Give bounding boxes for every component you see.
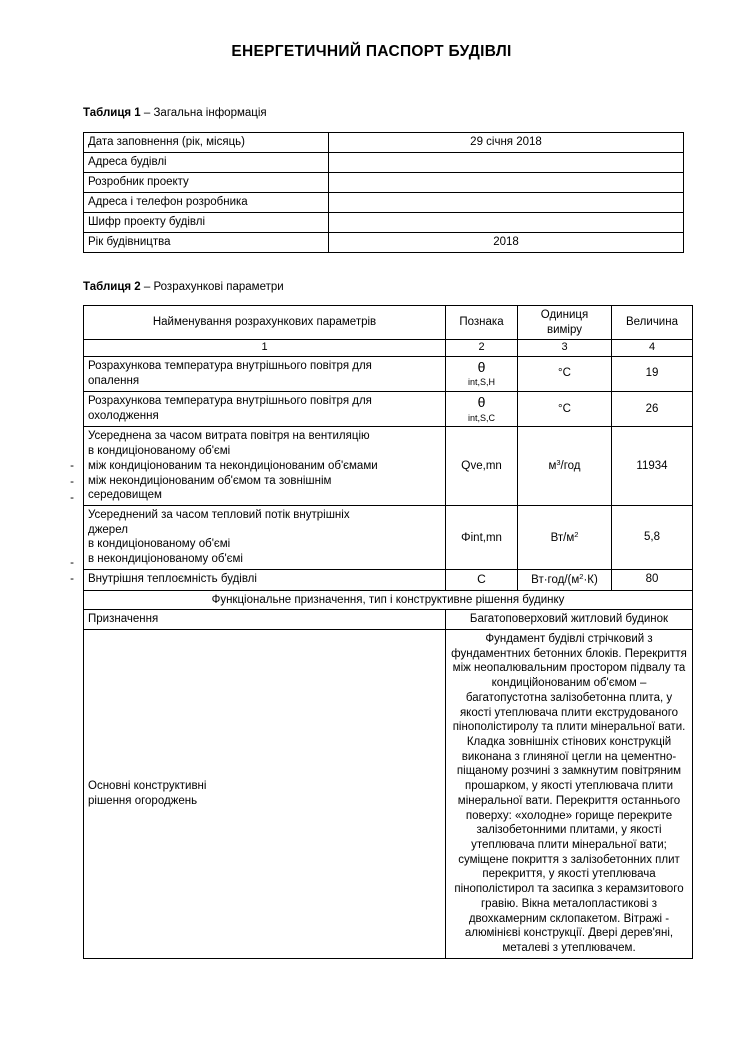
table1-label: Адреса і телефон розробника [84,193,329,213]
table1-caption [0,107,743,119]
parameter-unit: °C [518,391,612,426]
calculation-parameters-table [83,305,693,959]
table-row [84,193,684,213]
page-title: ЕНЕРГЕТИЧНИЙ ПАСПОРТ БУДІВЛІ [231,43,512,60]
column-header-unit-line1: Одиниця [540,309,589,321]
table-row [84,427,693,506]
parameter-symbol [446,569,518,590]
dash-marker: - [70,476,74,488]
construction-description: Фундамент будівлі стрічковий з фундаментних бетонних блоків. Перекриття між неопалювальним простором підвалу та кондиційонованим об'ємом – багатопустотна залізобетонна плита, у якості утеплювача плити екструдованого пінополістиролу та плити мінеральної вати. Кладка зовнішніх стінових конструкцій виконана з глиняної цегли на цементно-піщаному розчині з замкнутим повітряним прошарком, у якості утеплювача плити мінеральної вати. Перекриття останнього поверху: «холодне» горище перекрите залізобетонними плитами, у якості утеплювача плити мінеральної вати; суміщене покриття з залізобетонних плит перекриття, у якості утеплювача пінополістирол та засипка з керамзитового гравію. Вікна металопластикові з двохкамерним склопакетом. Вітражі - алюмінієві конструкції. Двері дерев'яні, металеві з утеплювачем. [446,629,693,958]
table1-value: 2018 [329,233,684,253]
parameter-symbol [446,391,518,426]
section-header-row [84,590,693,610]
table-row [84,391,693,426]
table-row [84,213,684,233]
table-row [84,233,684,253]
table-row [84,356,693,391]
purpose-label: Призначення [84,610,446,630]
dash-marker-column [0,305,83,959]
parameter-value: 5,8 [612,505,693,569]
table1-label: Рік будівництва [84,233,329,253]
table1-value [329,213,684,233]
unit-base: Вт·год/(м [531,573,580,586]
symbol-glyph: C [477,571,486,586]
symbol-glyph: Φ [461,529,471,544]
symbol-subscript: int,mn [470,531,502,544]
construction-label [84,629,446,958]
purpose-value: Багатоповерховий житловий будинок [446,610,693,630]
table2-header-row [84,306,693,340]
unit-exponent: 2 [574,529,579,539]
parameter-name-line: Усереднений за часом тепловий потік внутрішніх [88,508,350,521]
dash-marker: - [70,573,74,585]
parameter-name-line: середовищем [88,489,162,502]
column-header-name: Найменування розрахункових параметрів [84,306,446,340]
column-header-value: Величина [612,306,693,340]
parameter-name [84,427,446,506]
parameter-name-line: в кондиціонованому об'ємі [88,445,231,458]
unit-tail: ·К) [583,573,598,586]
parameter-name-line: охолодження [88,410,159,423]
dash-marker: - [70,460,74,472]
parameter-value: 26 [612,391,693,426]
parameter-unit [518,427,612,506]
parameter-unit: °C [518,356,612,391]
table-row [84,629,693,958]
unit-base: Вт/м [550,531,575,544]
table1-label: Адреса будівлі [84,153,329,173]
dash-marker: - [70,557,74,569]
parameter-name [84,356,446,391]
table-row [84,133,684,153]
construction-label-line: рішення огороджень [88,794,198,807]
table-row [84,153,684,173]
table1-value [329,193,684,213]
table1-caption-strong: Таблиця 1 [83,107,141,119]
unit-exponent: 3 [556,458,561,468]
column-number: 3 [518,340,612,356]
column-number: 1 [84,340,446,356]
section-header: Функціональне призначення, тип і конструктивне рішення будинку [84,590,693,610]
parameter-name-line: між некондиціонованим об'ємом та зовнішнім [88,474,332,487]
symbol-subscript: int,S,H [467,377,495,388]
column-header-symbol: Познака [446,306,518,340]
parameter-value: 80 [612,569,693,590]
parameter-symbol [446,356,518,391]
table1-caption-rest: – Загальна інформація [140,107,267,119]
table2-caption-rest: – Розрахункові параметри [140,281,284,293]
parameter-name-line: між кондиціонованим та некондиціонованим об'ємами [88,459,378,472]
table-row [84,505,693,569]
parameter-name-line: Усереднена за часом витрата повітря на вентиляцію [88,430,370,443]
column-header-unit-line2: виміру [546,323,582,336]
parameter-name-line: джерел [88,523,128,536]
parameter-value: 11934 [612,427,693,506]
parameter-value: 19 [612,356,693,391]
parameter-name [84,391,446,426]
table1-value [329,153,684,173]
column-number: 2 [446,340,518,356]
parameter-symbol [446,505,518,569]
parameter-name: Внутрішня теплоємність будівлі [84,569,446,590]
parameter-name-line: в кондиціонованому об'ємі [88,538,231,551]
parameter-name-line: в некондиціонованому об'ємі [88,553,243,566]
table1-label: Розробник проекту [84,173,329,193]
parameter-unit [518,569,612,590]
parameter-name [84,505,446,569]
table2-caption [0,281,743,293]
unit-tail: /год [560,460,581,473]
unit-exponent: 2 [579,571,584,581]
parameter-name-line: Розрахункова температура внутрішнього повітря для [88,395,372,408]
parameter-name-line: опалення [88,374,140,387]
dash-marker: - [70,492,74,504]
table1-label: Дата заповнення (рік, місяць) [84,133,329,153]
parameter-name-line: Розрахункова температура внутрішнього повітря для [88,360,372,372]
table-row [84,569,693,590]
table1-value [329,173,684,193]
column-header-unit [518,306,612,340]
symbol-glyph: θ [477,393,486,410]
symbol-subscript: ve,mn [470,460,502,473]
table-row [84,610,693,630]
calculation-parameters-section [0,305,743,959]
table1-label: Шифр проекту будівлі [84,213,329,233]
column-number: 4 [612,340,693,356]
table-row [84,173,684,193]
table1-value: 29 січня 2018 [329,133,684,153]
table2-caption-strong: Таблиця 2 [83,281,141,293]
parameter-symbol [446,427,518,506]
parameter-unit [518,505,612,569]
general-information-table [83,132,684,253]
column-number-row [84,340,693,356]
construction-label-line: Основні конструктивні [88,780,207,793]
unit-base: м [548,460,557,473]
symbol-glyph: θ [477,358,486,375]
symbol-glyph: Q [461,458,471,473]
symbol-subscript: int,S,C [467,412,495,423]
